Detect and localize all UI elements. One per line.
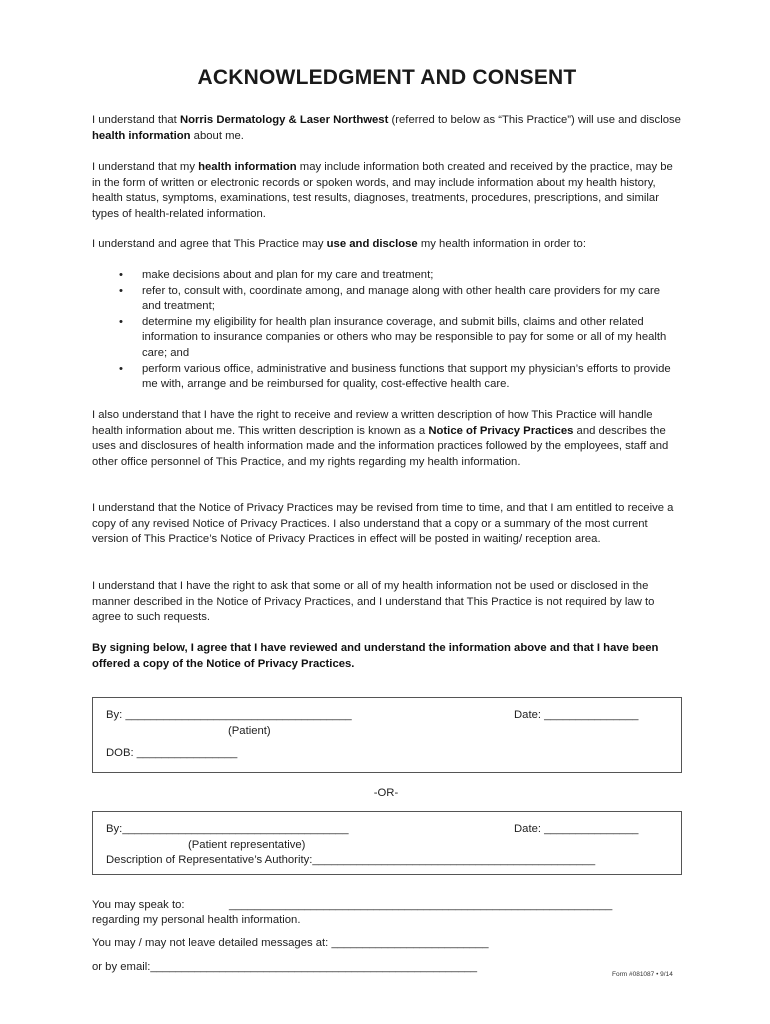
representative-date-field[interactable]: Date: _______________ (514, 823, 639, 835)
notice-of-privacy-practices: Notice of Privacy Practices (428, 424, 574, 437)
list-item-text: refer to, consult with, coordinate among, and manage along with other health care providers for my care and treatment; (142, 284, 661, 313)
bullet-mark: • (119, 284, 123, 297)
representative-signature-box (92, 811, 682, 875)
representative-caption: (Patient representative) (188, 839, 306, 851)
representative-signature-field[interactable]: By:____________________________________ (106, 823, 349, 835)
list-item (92, 315, 682, 362)
bullet-mark: • (119, 269, 123, 281)
intro-text-a: I understand that (92, 114, 180, 126)
speak-to-field[interactable]: _____________________________________________________________ (229, 899, 613, 911)
para3-text-b: my health information in order to: (417, 238, 586, 250)
patient-signature-box (92, 697, 682, 773)
health-info-paragraph (92, 160, 682, 222)
para4-text-b: and describes the uses and disclosures of health information made and the information practices followed by the employees, staff and other office personnel of This Practice, and my rights regarding my health information. (92, 424, 669, 468)
email-field[interactable]: or by email:____________________________________________________ (92, 961, 478, 973)
patient-date-field[interactable]: Date: _______________ (514, 709, 639, 721)
intro-text-b: (referred to below as “This Practice”) will use and disclose (388, 114, 681, 126)
list-item-text: make decisions about and plan for my care and treatment; (142, 269, 434, 281)
npp-paragraph (92, 408, 682, 470)
messages-field[interactable]: You may / may not leave detailed messages at: _________________________ (92, 937, 489, 949)
use-disclose-paragraph (92, 237, 682, 253)
purpose-list (92, 268, 682, 393)
restriction-paragraph: I understand that I have the right to ask that some or all of my health information not be used or disclosed in the manner described in the Notice of Privacy Practices, and I understand that This Practice is not required by law to agree to such requests. (92, 580, 655, 624)
form-number: Form #081087 • 9/14 (612, 971, 673, 978)
signing-statement: By signing below, I agree that I have reviewed and understand the information above and that I have been offered a copy of the Notice of Privacy Practices. (92, 642, 659, 670)
list-item (92, 268, 682, 284)
revision-paragraph: I understand that the Notice of Privacy Practices may be revised from time to time, and that I am entitled to receive a copy of any revised Notice of Privacy Practices. I also understand that a copy or a summary of the most current version of This Practice’s Notice of Privacy Practices in effect will be posted in waiting/ reception area. (92, 502, 674, 546)
list-item-text: perform various office, administrative and business functions that support my physician’s efforts to provide me with, arrange and be reimbursed for quality, cost-effective health care. (142, 362, 671, 391)
para2-text-a: I understand that my (92, 161, 199, 173)
para3-text-a: I understand and agree that This Practice may (92, 238, 327, 250)
para2-health-info: health information (198, 161, 297, 173)
page-title: ACKNOWLEDGMENT AND CONSENT (197, 66, 577, 89)
intro-text-c: about me. (190, 129, 244, 142)
patient-signature-field[interactable]: By: ____________________________________ (106, 709, 352, 721)
bullet-mark: • (119, 362, 123, 375)
list-item (92, 362, 682, 393)
bullet-mark: • (119, 315, 123, 328)
speak-to-label: You may speak to: (92, 899, 185, 911)
list-item (92, 284, 682, 315)
dob-field[interactable]: DOB: ________________ (106, 747, 238, 759)
para2-text-b: may include information both created and received by the practice, may be in the form of written or electronic records or spoken words, and may include information about my health history, health status, symptoms, examinations, test results, diagnoses, treatments, procedures, prescriptions, and similar types of health-related information. (92, 161, 673, 220)
or-divider: -OR- (373, 787, 399, 799)
speak-regarding-text: regarding my personal health information. (92, 914, 301, 926)
para4-text-a: I also understand that I have the right to receive and review a written description of how This Practice will handle health information about me. This written description is known as a (92, 409, 653, 437)
patient-caption: (Patient) (228, 725, 271, 737)
list-item-text: determine my eligibility for health plan insurance coverage, and submit bills, claims and other related information to insurance companies or others who may be responsible to pay for some or all of my health care; and (142, 315, 667, 359)
practice-name: Norris Dermatology & Laser Northwest (179, 114, 389, 126)
intro-paragraph (92, 113, 682, 144)
authority-field[interactable]: Description of Representative’s Authority:_____________________________________________ (106, 854, 596, 866)
use-and-disclose: use and disclose (326, 238, 418, 250)
intro-health-info: health information (92, 129, 191, 142)
